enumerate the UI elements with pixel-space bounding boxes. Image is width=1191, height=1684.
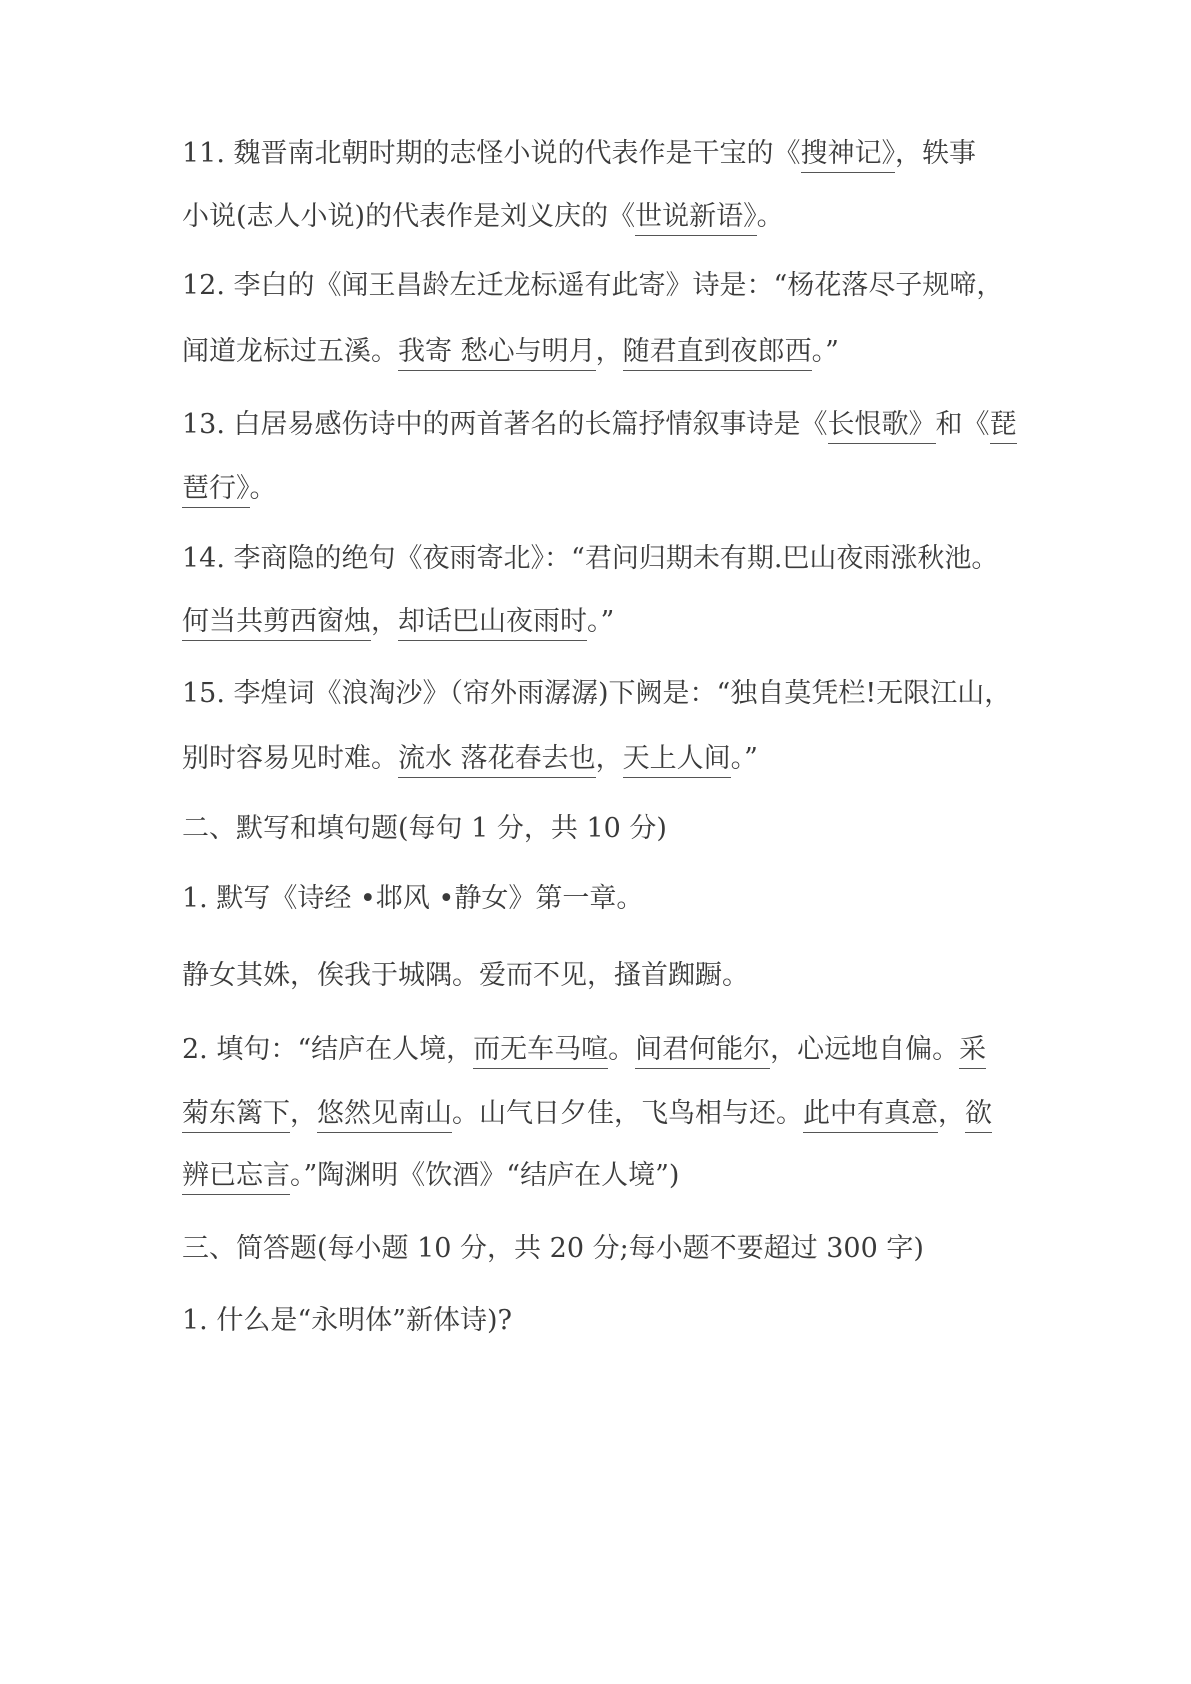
answer-blank: 何当共剪西窗烛 — [182, 606, 371, 641]
q11-line-1: 11. 魏晋南北朝时期的志怪小说的代表作是干宝的《搜神记》，轶事 — [182, 135, 1022, 173]
answer-blank: 而无车马喧 — [473, 1034, 608, 1069]
q14-line-2: 何当共剪西窗烛，却话巴山夜雨时。” — [182, 603, 1022, 641]
section-2-q2-line-3: 辨已忘言。”陶渊明《饮酒》“结庐在人境”) — [182, 1157, 1022, 1195]
q11-line-2: 小说(志人小说)的代表作是刘义庆的《世说新语》。 — [182, 198, 1022, 236]
answer-blank: 却话巴山夜雨时 — [398, 606, 587, 641]
q15-line-2: 别时容易见时难。流水 落花春去也，天上人间。” — [182, 740, 1022, 778]
answer-blank: 此中有真意 — [803, 1098, 938, 1133]
answer-blank: 天上人间 — [623, 743, 731, 778]
answer-blank: 菊东篱下 — [182, 1098, 290, 1133]
section-3-q1: 1. 什么是“永明体”新体诗)? — [182, 1305, 512, 1336]
q15-line-1: 15. 李煌词《浪淘沙》（帘外雨潺潺)下阙是：“独自莫凭栏!无限江山， — [182, 678, 1012, 709]
answer-blank: 随君直到夜郎西 — [623, 336, 812, 371]
answer-blank: 悠然见南山 — [317, 1098, 452, 1133]
q14-line-1: 14. 李商隐的绝句《夜雨寄北》：“君问归期未有期.巴山夜雨涨秋池。 — [182, 543, 999, 574]
q12-line-1: 12. 李白的《闻王昌龄左迁龙标遥有此寄》诗是：“杨花落尽子规啼， — [182, 270, 1004, 301]
answer-blank: 间君何能尔 — [635, 1034, 770, 1069]
q12-line-2: 闻道龙标过五溪。我寄 愁心与明月，随君直到夜郎西。” — [182, 333, 1022, 371]
answer-blank: 琵 — [990, 409, 1017, 444]
q13-line-2: 琶行》。 — [182, 470, 1022, 508]
section-2-q2-line-2: 菊东篱下，悠然见南山。山气日夕佳，飞鸟相与还。此中有真意，欲 — [182, 1095, 1022, 1133]
section-2-q2-line-1: 2. 填句：“结庐在人境，而无车马喧。间君何能尔，心远地自偏。采 — [182, 1031, 1022, 1069]
answer-blank: 琶行》 — [182, 473, 250, 508]
answer-blank: 欲 — [965, 1098, 992, 1133]
section-2-q1: 1. 默写《诗经 •邶风 •静女》第一章。 — [182, 883, 644, 914]
answer-blank: 搜神记》 — [801, 138, 896, 173]
section-2-q1-answer: 静女其姝，俟我于城隅。爱而不见，搔首踟蹰。 — [182, 960, 749, 991]
answer-blank: 辨已忘言 — [182, 1160, 290, 1195]
answer-blank: 我寄 愁心与明月 — [398, 336, 596, 371]
answer-blank: 世说新语》 — [635, 201, 757, 236]
answer-blank: 流水 落花春去也 — [398, 743, 596, 778]
answer-blank: 采 — [959, 1034, 986, 1069]
answer-blank: 长恨歌》 — [828, 409, 936, 444]
section-2-heading: 二、默写和填句题(每句 1 分，共 10 分) — [182, 813, 667, 844]
section-3-heading: 三、简答题(每小题 10 分，共 20 分;每小题不要超过 300 字) — [182, 1233, 924, 1264]
q13-line-1: 13. 白居易感伤诗中的两首著名的长篇抒情叙事诗是《长恨歌》和《琵 — [182, 406, 1022, 444]
